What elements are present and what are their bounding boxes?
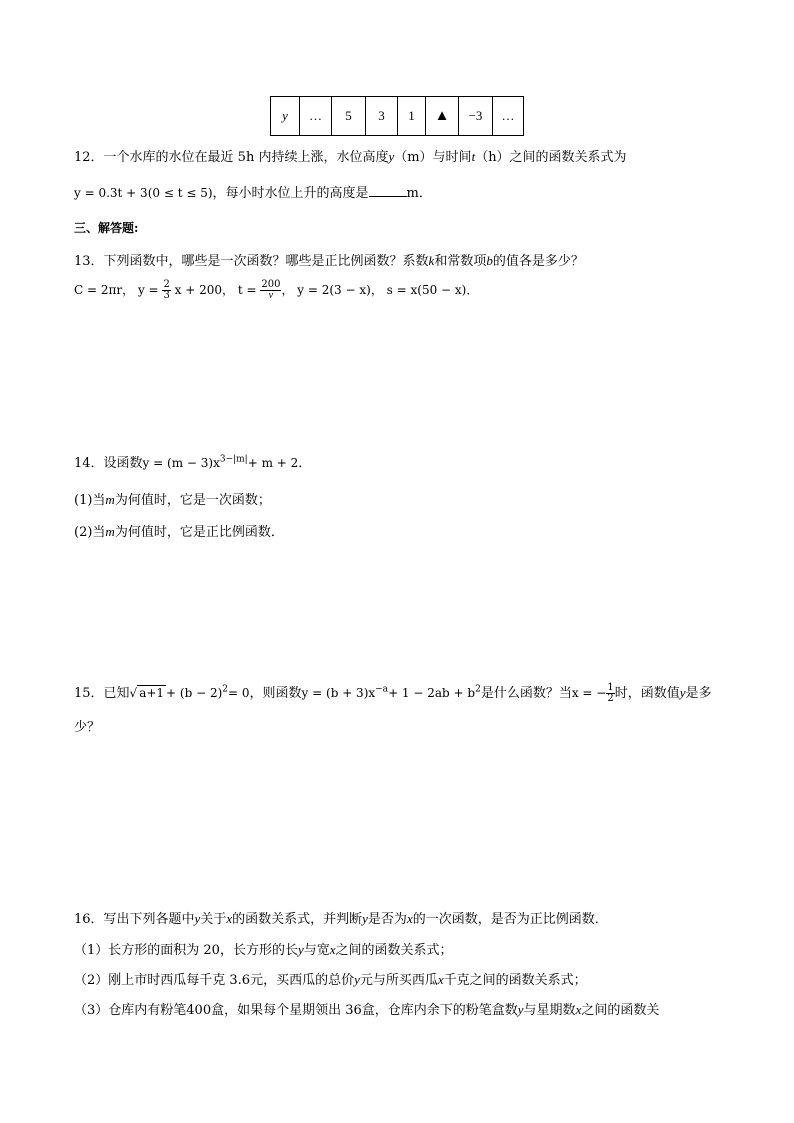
fraction: $\frac{1}{2}$ (607, 682, 614, 704)
table-cell: y (271, 97, 300, 136)
question-15-line-1: 15．已知√ $a+1 + (b - 2)^2= 0$，则函数$y = (b + 3)x^{-a}+ 1 - 2ab + b^2$是什么函数？当x = − $\frac{1}{2}$ 时，函数值y是多 (74, 682, 712, 704)
table-cell: … (300, 97, 332, 136)
table-cell: 1 (398, 97, 426, 136)
question-13-line-1: 13．下列函数中，哪些是一次函数？哪些是正比例函数？系数k和常数项b的值各是多少？ (74, 253, 584, 269)
question-16-item-3: （3）仓库内有粉笔400盒，如果每个星期领出 36盒，仓库内余下的粉笔盒数y与星期数x之间的函数关 (74, 1002, 660, 1018)
fraction: $\frac{2}{3}$ (163, 279, 170, 301)
table-cell: … (493, 97, 524, 136)
triangle-icon: ▲ (426, 97, 459, 136)
question-13-functions: C = 2πr， y = $\frac{2}{3}$ x + 200， t = $\frac{200}{v}$ ， y = 2(3 − x)， s = x(50 − x)． (74, 279, 479, 301)
question-15-line-2: 少？ (74, 720, 101, 735)
section-heading: 三、解答题: (74, 221, 139, 235)
table-cell: −3 (459, 97, 493, 136)
answer-blank[interactable] (369, 184, 407, 197)
fraction: $\frac{200}{v}$ (261, 279, 281, 301)
question-14-part-2: (2)当m为何值时，它是正比例函数． (74, 524, 284, 540)
question-16-line-1: 16．写出下列各题中y关于x的函数关系式，并判断y是否为x的一次函数，是否为正比例函数． (74, 911, 608, 927)
question-16-item-1: （1）长方形的面积为 20，长方形的长y与宽x之间的函数关系式； (74, 942, 453, 958)
table-row (271, 97, 524, 136)
value-table (270, 96, 524, 136)
question-16-item-2: （2）刚上市时西瓜每千克 3.6元，买西瓜的总价y元与所买西瓜x千克之间的函数关系式； (74, 972, 587, 988)
question-12-line-1: 12．一个水库的水位在最近 5h 内持续上涨，水位高度y（m）与时间t（h）之间的函数关系式为 (74, 149, 627, 165)
question-14-part-1: (1)当m为何值时，它是一次函数； (74, 492, 271, 508)
table-cell: 3 (366, 97, 398, 136)
question-14-line-1: 14．设函数$y = (m - 3)x^{3-|m|}+ m + 2$． (74, 454, 312, 471)
question-12-line-2: y = 0.3t + 3(0 ≤ t ≤ 5)，每小时水位上升的高度是 m． (74, 186, 432, 201)
table-cell: 5 (332, 97, 366, 136)
square-root: a+1 (139, 686, 165, 700)
